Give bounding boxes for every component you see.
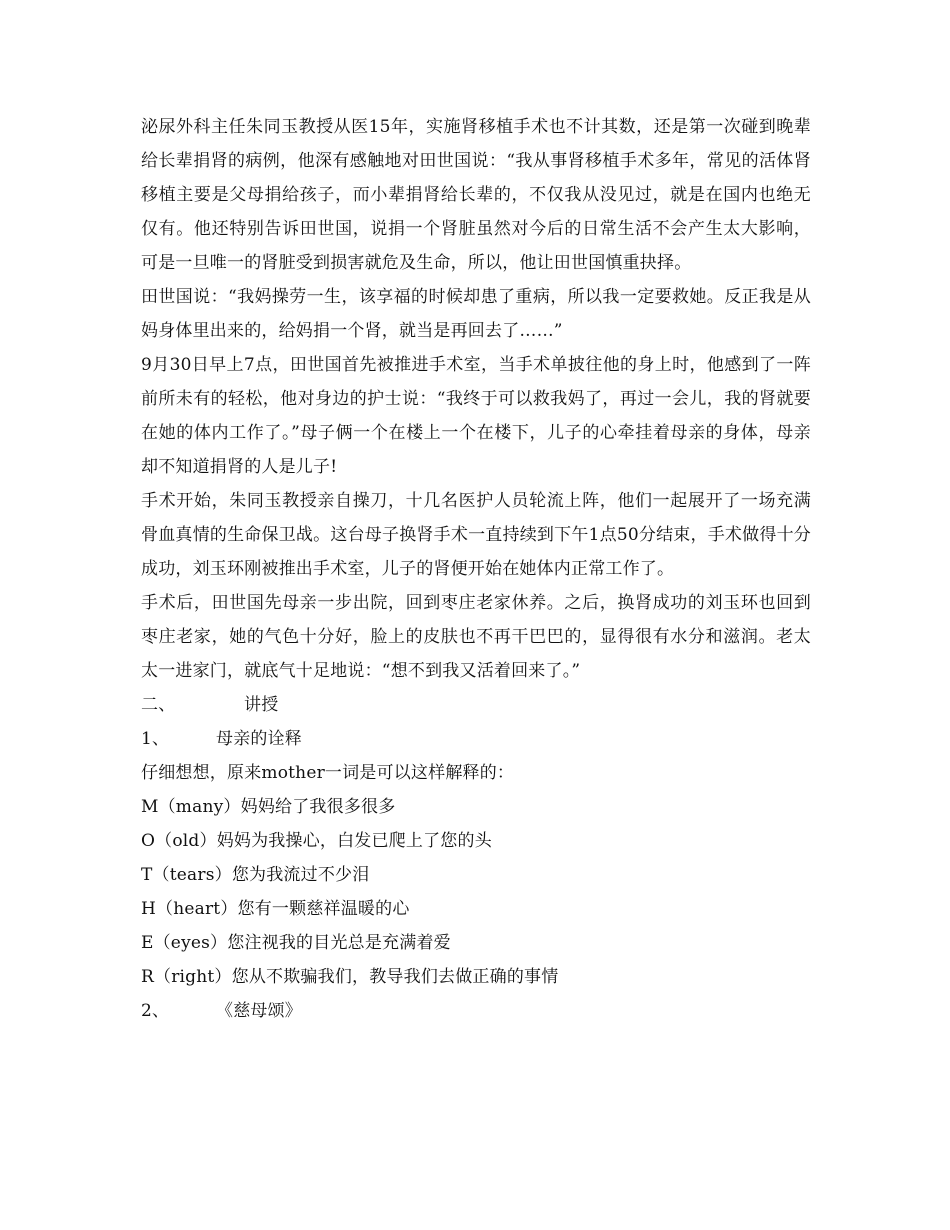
- subsection-title: 《慈母颂》: [216, 1001, 302, 1021]
- paragraph-after-surgery: 手术后，田世国先母亲一步出院，回到枣庄老家休养。之后，换肾成功的刘玉环也回到枣庄老家，她的气色十分好，脸上的皮肤也不再干巴巴的，显得很有水分和滋润。老太太一进家门，就底气十足地说：“想不到我又活着回来了。”: [141, 593, 811, 681]
- mother-intro: 仔细想想，原来mother一词是可以这样解释的：: [141, 763, 515, 783]
- section-number: 二、: [141, 695, 176, 715]
- mother-line-e: E（eyes）您注视我的目光总是充满着爱: [141, 933, 451, 953]
- subsection-title: 母亲的诠释: [216, 729, 302, 749]
- mother-line-r: R（right）您从不欺骗我们，教导我们去做正确的事情: [141, 967, 559, 987]
- subsection-heading-two: [141, 994, 811, 1028]
- subsection-number: 2、: [141, 1001, 170, 1021]
- paragraph-tian-says: 田世国说：“我妈操劳一生，该享福的时候却患了重病，所以我一定要救她。反正我是从妈身体里出来的，给妈捐一个肾，就当是再回去了……”: [141, 287, 811, 341]
- section-title: 讲授: [244, 695, 279, 715]
- paragraph-surgery-start: 手术开始，朱同玉教授亲自操刀，十几名医护人员轮流上阵，他们一起展开了一场充满骨血真情的生命保卫战。这台母子换肾手术一直持续到下午1点50分结束，手术做得十分成功，刘玉环刚被推出手术室，儿子的肾便开始在她体内正常工作了。: [141, 491, 811, 579]
- paragraph-surgery-day: 9月30日早上7点，田世国首先被推进手术室，当手术单披往他的身上时，他感到了一阵前所未有的轻松，他对身边的护士说：“我终于可以救我妈了，再过一会儿，我的肾就要在她的体内工作了。”母子俩一个在楼上一个在楼下，儿子的心牵挂着母亲的身体，母亲却不知道捐肾的人是儿子!: [141, 355, 811, 477]
- subsection-heading-one: [141, 722, 811, 756]
- paragraph-doctor: 泌尿外科主任朱同玉教授从医15年，实施肾移植手术也不计其数，还是第一次碰到晚辈给长辈捐肾的病例，他深有感触地对田世国说：“我从事肾移植手术多年，常见的活体肾移植主要是父母捐给孩子，而小辈捐肾给长辈的，不仅我从没见过，就是在国内也绝无仅有。他还特别告诉田世国，说捐一个肾脏虽然对今后的日常生活不会产生太大影响，可是一旦唯一的肾脏受到损害就危及生命，所以，他让田世国慎重抉择。: [141, 117, 811, 273]
- mother-line-m: M（many）妈妈给了我很多很多: [141, 797, 396, 817]
- mother-line-h: H（heart）您有一颗慈祥温暖的心: [141, 899, 410, 919]
- section-heading-two: [141, 688, 811, 722]
- subsection-number: 1、: [141, 729, 170, 749]
- mother-line-t: T（tears）您为我流过不少泪: [141, 865, 370, 885]
- document-body: [141, 110, 811, 1028]
- mother-line-o: O（old）妈妈为我操心，白发已爬上了您的头: [141, 831, 492, 851]
